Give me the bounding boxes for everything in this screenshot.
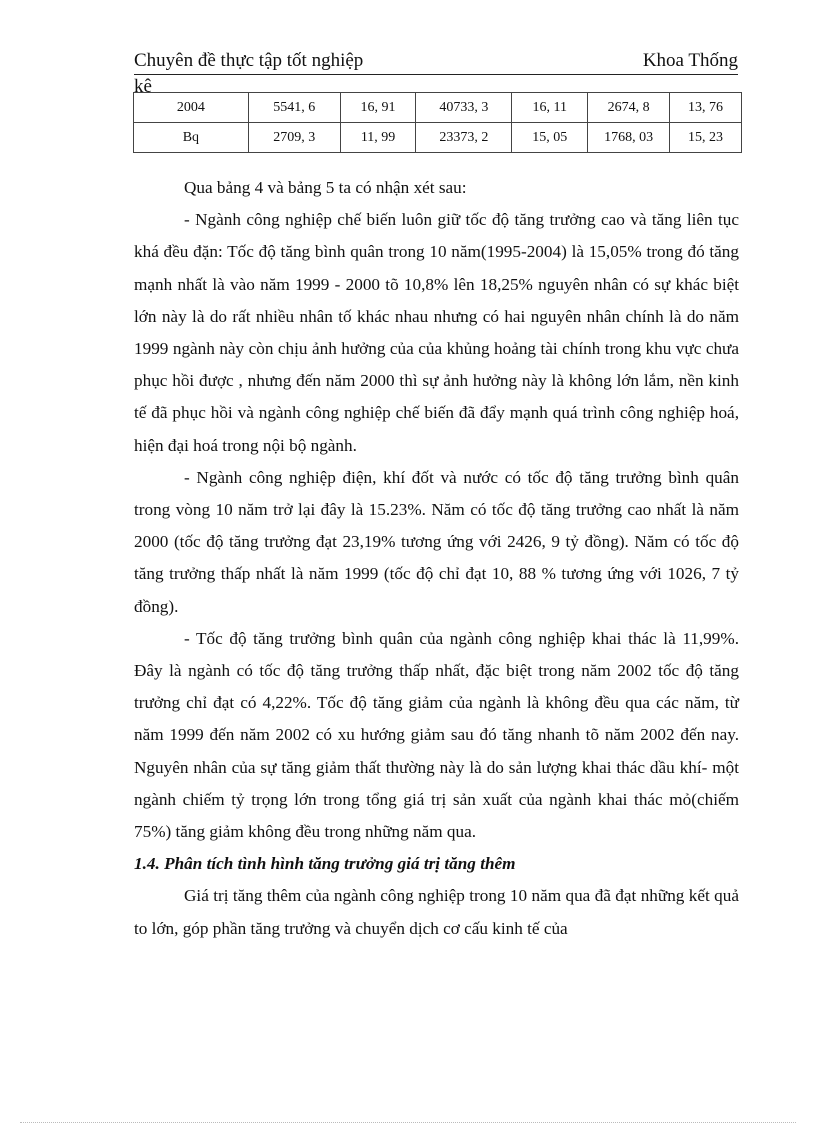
table-cell: 13, 76 [670, 93, 742, 123]
table-cell: 11, 99 [340, 123, 416, 153]
table-cell: 40733, 3 [416, 93, 512, 123]
table-cell: 23373, 2 [416, 123, 512, 153]
paragraph-intro: Qua bảng 4 và bảng 5 ta có nhận xét sau: [184, 178, 467, 197]
table-cell: 15, 05 [512, 123, 588, 153]
header-continuation: kê [134, 76, 152, 97]
section-heading: 1.4. Phân tích tình hình tăng trưởng giá trị tăng thêm [134, 854, 516, 874]
paragraph-value-added: Giá trị tăng thêm của ngành công nghiệp trong 10 năm qua đã đạt những kết quả to lớn, góp phần tăng trưởng và chuyển dịch cơ cấu kinh tế của [134, 886, 739, 938]
paragraph-mining-industry: - Tốc độ tăng trưởng bình quân của ngành công nghiệp khai thác là 11,99%. Đây là ngành có tốc độ tăng trưởng thấp nhất, đặc biệt trong năm 2002 tốc độ tăng trưởng chỉ đạt có 4,22%. Tốc độ tăng giảm của ngành là không đều qua các năm, từ năm 1999 đến năm 2002 có xu hướng giảm sau đó tăng nhanh tõ năm 2002 đến nay. Nguyên nhân của sự tăng giảm thất thường này là do sản lượng khai thác dầu khí- một ngành chiếm tỷ trọng lớn trong tổng giá trị sản xuất của ngành khai thác mỏ(chiếm 75%) tăng giảm không đều trong những năm qua. [134, 628, 739, 842]
table-cell: 16, 11 [512, 93, 588, 123]
header-title: Chuyên đề thực tập tốt nghiệp [134, 50, 364, 71]
table-cell: 2004 [134, 93, 249, 123]
table-cell: Bq [134, 123, 249, 153]
paragraph-utilities-industry: - Ngành công nghiệp điện, khí đốt và nước có tốc độ tăng trưởng bình quân trong vòng 10 năm trở lại đây là 15.23%. Năm có tốc độ tăng trưởng cao nhất là năm 2000 (tốc độ tăng trưởng đạt 23,19% tương ứng với 2426, 9 tỷ đồng). Năm có tốc độ tăng trưởng thấp nhất là năm 1999 (tốc độ chỉ đạt 10, 88 % tương ứng với 1026, 7 tỷ đồng). [134, 467, 739, 616]
paragraph-processing-industry: - Ngành công nghiệp chế biến luôn giữ tốc độ tăng trưởng cao và tăng liên tục khá đều đặn: Tốc độ tăng bình quân trong 10 năm(1995-2004) là 15,05% trong đó tăng mạnh nhất là vào năm 1999 - 2000 tõ 10,8% lên 18,25% nguyên nhân có sự khác biệt lớn này là do rất nhiều nhân tố khác nhau nhưng có hai nguyên nhân chính là do năm 1999 ngành này còn chịu ảnh hưởng của của khủng hoảng tài chính trong khu vực chưa phục hồi được , nhưng đến năm 2000 thì sự ảnh hưởng này là không lớn lắm, nền kinh tế đã phục hồi và ngành công nghiệp chế biến đã đẩy mạnh quá trình công nghiệp hoá, hiện đại hoá trong nội bộ ngành. [134, 210, 739, 455]
table-cell: 1768, 03 [588, 123, 670, 153]
data-table [133, 92, 742, 153]
table-cell: 2674, 8 [588, 93, 670, 123]
table-cell: 5541, 6 [248, 93, 340, 123]
table-row [134, 93, 742, 123]
page-header [134, 50, 738, 75]
table-cell: 16, 91 [340, 93, 416, 123]
table-cell: 15, 23 [670, 123, 742, 153]
table-cell: 2709, 3 [248, 123, 340, 153]
table-row [134, 123, 742, 153]
header-department: Khoa Thống [642, 50, 738, 71]
body-text [134, 172, 739, 945]
